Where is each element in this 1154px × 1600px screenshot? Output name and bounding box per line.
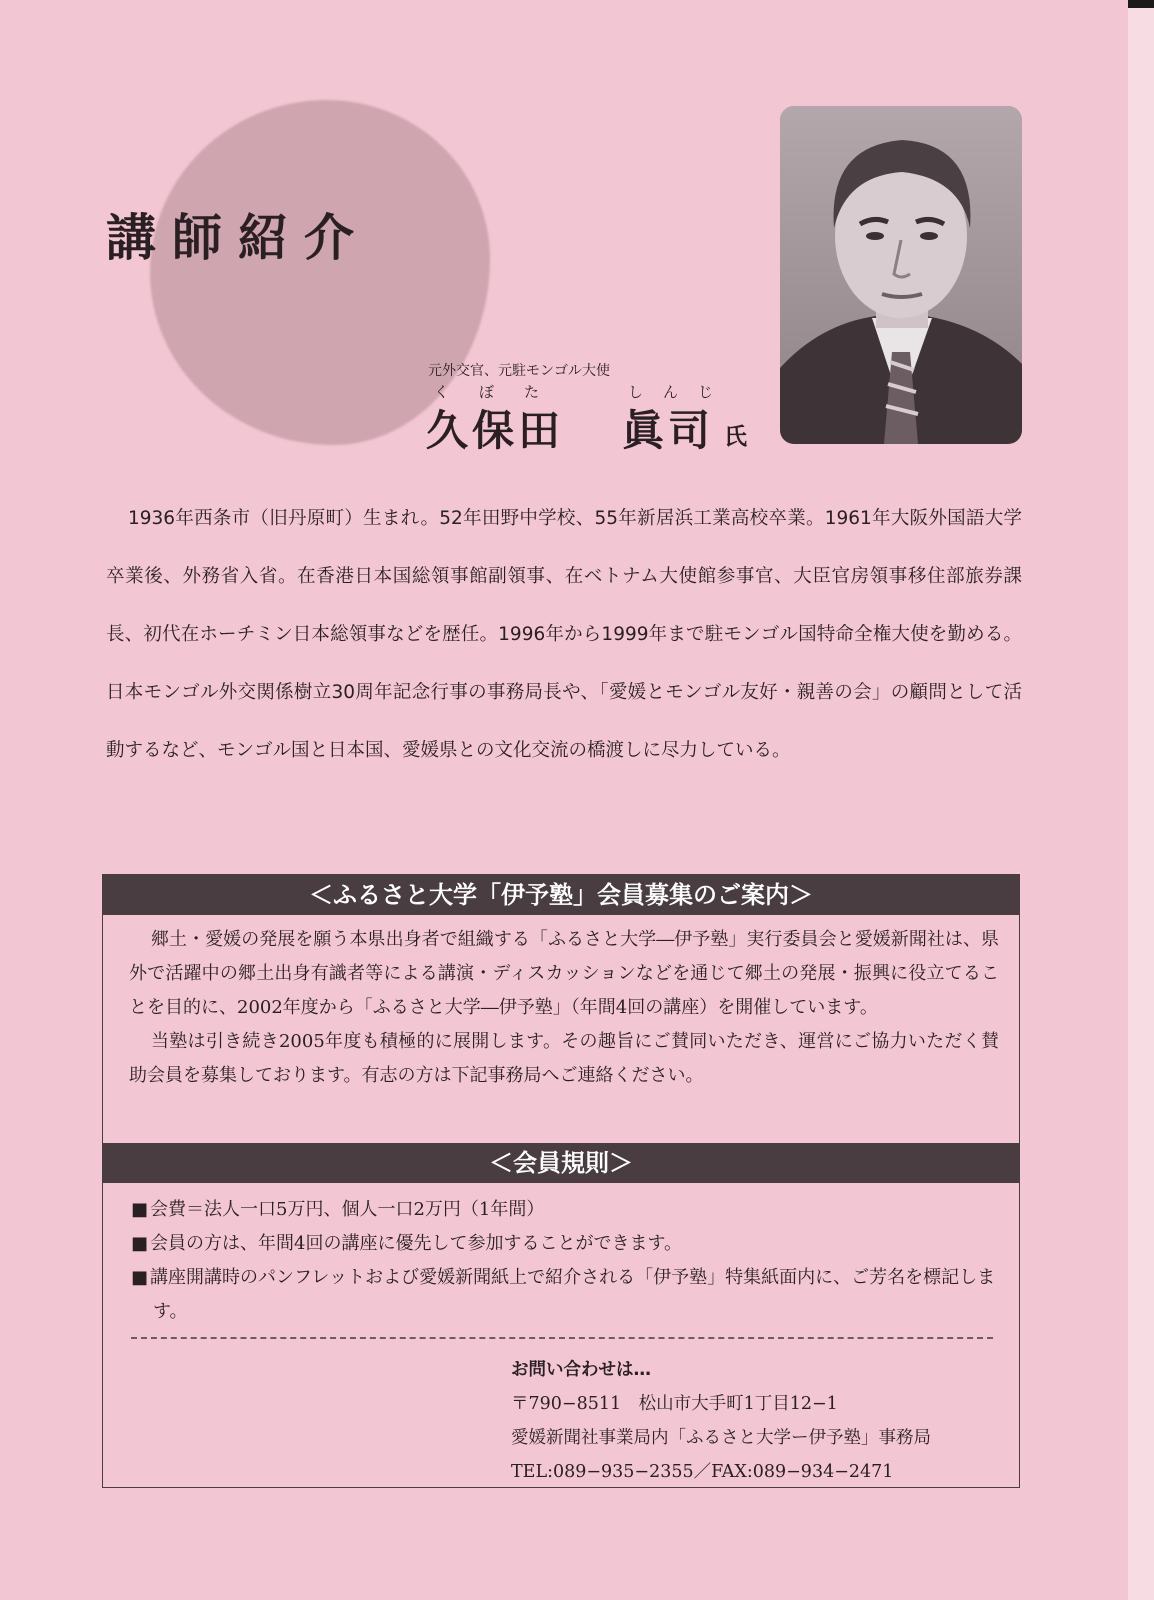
speaker-family-name: 久保田 [426,406,565,455]
contact-block [511,1353,931,1489]
contact-office: 愛媛新聞社事業局内「ふるさと大学ー伊予塾」事務局 [511,1428,931,1448]
dashed-divider [131,1337,993,1339]
rule-item: ■ 講座開講時のパンフレットおよび愛媛新聞紙上で紹介される「伊予塾」特集紙面内に、ご芳名を標記します。 [131,1261,999,1329]
speaker-photo [780,106,1022,444]
speaker-honorific: 氏 [724,423,747,450]
rules-heading: ＜会員規則＞ [103,1143,1019,1183]
recruitment-paragraph: 当塾は引き続き2005年度も積極的に展開します。その趣旨にご賛同いただき、運営にご協力いただく賛助会員を募集しております。有志の方は下記事務局へご連絡ください。 [129,1031,999,1086]
rule-item: ■ 会費＝法人一口5万円、個人一口2万円（1年間） [131,1193,999,1227]
speaker-given-name-reading: しんじ [628,383,734,401]
portrait-photo-icon [780,106,1022,444]
section-title: 講師紹介 [106,208,370,267]
speaker-given-name: 眞司 [622,406,715,455]
contact-address: 〒790−8511 松山市大手町1丁目12−1 [511,1394,838,1414]
recruitment-heading: ＜ふるさと大学「伊予塾」会員募集のご案内＞ [103,875,1019,915]
rules-list [131,1193,999,1329]
speaker-subtitle: 元外交官、元駐モンゴル大使 [428,363,610,379]
speaker-biography: 1936年西条市（旧丹原町）生まれ。52年田野中学校、55年新居浜工業高校卒業。1961年大阪外国語大学卒業後、外務省入省。在香港日本国総領事館副領事、在ベトナム大使館参事官、大臣官房領事移住部旅券課長、初代在ホーチミン日本総領事などを歴任。1996年から1999年まで駐モンゴル国特命全権大使を勤める。日本モンゴル外交関係樹立30周年記念行事の事務局長や、「愛媛とモンゴル友好・親善の会」の顧問として活動するなど、モンゴル国と日本国、愛媛県との文化交流の橋渡しに尽力している。 [106,508,1022,761]
membership-info-box [102,874,1020,1488]
speaker-family-name-reading: くぼた [434,383,570,401]
recruitment-paragraph: 郷土・愛媛の発展を願う本県出身者で組織する「ふるさと大学―伊予塾」実行委員会と愛媛新聞社は、県外で活躍中の郷土出身有識者等による講演・ディスカッションなどを通じて郷土の発展・振興に役立てることを目的に、2002年度から「ふるさと大学―伊予塾」（年間4回の講座）を開催しています。 [129,929,999,1018]
page-corner-mark [1128,0,1154,8]
rule-item: ■ 会員の方は、年間4回の講座に優先して参加することができます。 [131,1227,999,1261]
contact-heading: お問い合わせは… [511,1360,651,1380]
page-edge [1128,0,1154,1600]
contact-phone-fax: TEL:089−935−2355／FAX:089−934−2471 [511,1462,894,1482]
recruitment-body [129,923,999,1093]
